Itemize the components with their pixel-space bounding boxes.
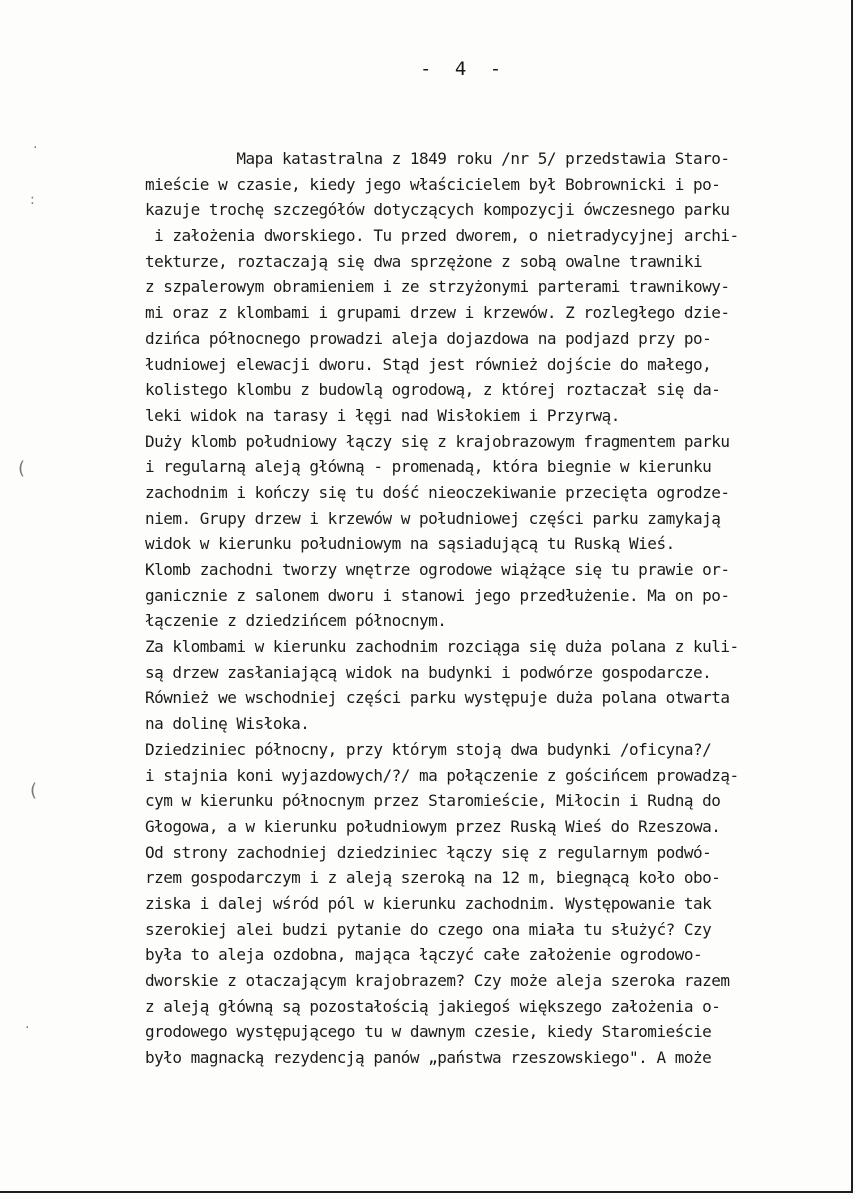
margin-bracket-mark: ( bbox=[18, 458, 26, 479]
text-line: cym w kierunku północnym przez Staromieście, Miłocin i Rudną do bbox=[145, 791, 721, 811]
text-line: widok w kierunku południowym na sąsiadującą tu Ruską Wieś. bbox=[145, 534, 675, 554]
text-line: z szpalerowym obramieniem i ze strzyżonymi parterami trawnikowy- bbox=[145, 277, 730, 297]
margin-dot: · bbox=[25, 1020, 30, 1036]
text-line: na dolinę Wisłoka. bbox=[145, 714, 310, 734]
text-line: łudniowej elewacji dworu. Stąd jest również dojście do małego, bbox=[145, 354, 712, 374]
text-line: mi oraz z klombami i grupami drzew i krzewów. Z rozległego dzie- bbox=[145, 303, 730, 323]
text-line: mieście w czasie, kiedy jego właścicielem był Bobrownicki i po- bbox=[145, 174, 721, 194]
text-line: Mapa katastralna z 1849 roku /nr 5/ przedstawia Staro- bbox=[145, 149, 730, 168]
text-line: Duży klomb południowy łączy się z krajobrazowym fragmentem parku bbox=[145, 431, 730, 451]
text-line: kolistego klombu z budowlą ogrodową, z której roztaczał się da- bbox=[145, 380, 721, 400]
text-line: dzińca północnego prowadzi aleja dojazdowa na podjazd przy po- bbox=[145, 328, 712, 348]
text-line: Od strony zachodniej dziedziniec łączy się z regularnym podwó- bbox=[145, 842, 712, 862]
text-line: są drzew zasłaniającą widok na budynki i podwórze gospodarcze. bbox=[145, 662, 712, 682]
text-line: Dziedziniec północny, przy którym stoją dwa budynki /oficyna?/ bbox=[145, 739, 712, 759]
text-line: niem. Grupy drzew i krzewów w południowej części parku zamykają bbox=[145, 508, 721, 528]
margin-bracket-mark: ( bbox=[30, 780, 38, 801]
text-line: i założenia dworskiego. Tu przed dworem, o nietradycyjnej archi- bbox=[145, 226, 739, 246]
text-line: i regularną aleją główną - promenadą, która biegnie w kierunku bbox=[145, 457, 712, 477]
text-line: i stajnia koni wyjazdowych/?/ ma połączenie z gościńcem prowadzą- bbox=[145, 765, 739, 785]
margin-dot: · bbox=[33, 140, 38, 156]
text-line: tekturze, roztaczają się dwa sprzężone z sobą owalne trawniki bbox=[145, 251, 703, 271]
text-line: była to aleja ozdobna, mająca łączyć całe założenie ogrodowo- bbox=[145, 945, 703, 965]
text-line: było magnacką rezydencją panów „państwa rzeszowskiego". A może bbox=[145, 1048, 712, 1068]
text-line: rzem gospodarczym i z aleją szeroką na 12 m, biegnącą koło obo- bbox=[145, 868, 721, 888]
text-line: Za klombami w kierunku zachodnim rozciąga się duża polana z kuli- bbox=[145, 637, 739, 657]
text-line: zachodnim i kończy się tu dość nieoczekiwanie przecięta ogrodze- bbox=[145, 482, 730, 502]
text-line: łączenie z dziedzińcem północnym. bbox=[145, 611, 447, 631]
text-line: leki widok na tarasy i łęgi nad Wisłokiem i Przyrwą. bbox=[145, 405, 620, 425]
text-line: dworskie z otaczającym krajobrazem? Czy może aleja szeroka razem bbox=[145, 971, 730, 990]
text-line: ziska i dalej wśród pól w kierunku zachodnim. Występowanie tak bbox=[145, 893, 712, 913]
page-number: - 4 - bbox=[420, 58, 508, 80]
text-line: Klomb zachodni tworzy wnętrze ogrodowe wiążące się tu prawie or- bbox=[145, 560, 730, 579]
document-body bbox=[145, 146, 805, 1071]
text-line: grodowego występującego tu w dawnym czesie, kiedy Staromieście bbox=[145, 1022, 712, 1042]
text-line: z aleją główną są pozostałością jakiegoś większego założenia o- bbox=[145, 996, 721, 1016]
text-line: Również we wschodniej części parku występuje duża polana otwarta bbox=[145, 688, 730, 708]
text-line: szerokiej alei budzi pytanie do czego ona miała tu służyć? Czy bbox=[145, 919, 712, 939]
text-line: Głogowa, a w kierunku południowym przez Ruską Wieś do Rzeszowa. bbox=[145, 816, 721, 836]
margin-dot: : bbox=[30, 192, 35, 208]
text-line: kazuje trochę szczegółów dotyczących kompozycji ówczesnego parku bbox=[145, 200, 730, 220]
text-line: ganicznie z salonem dworu i stanowi jego przedłużenie. Ma on po- bbox=[145, 585, 730, 605]
